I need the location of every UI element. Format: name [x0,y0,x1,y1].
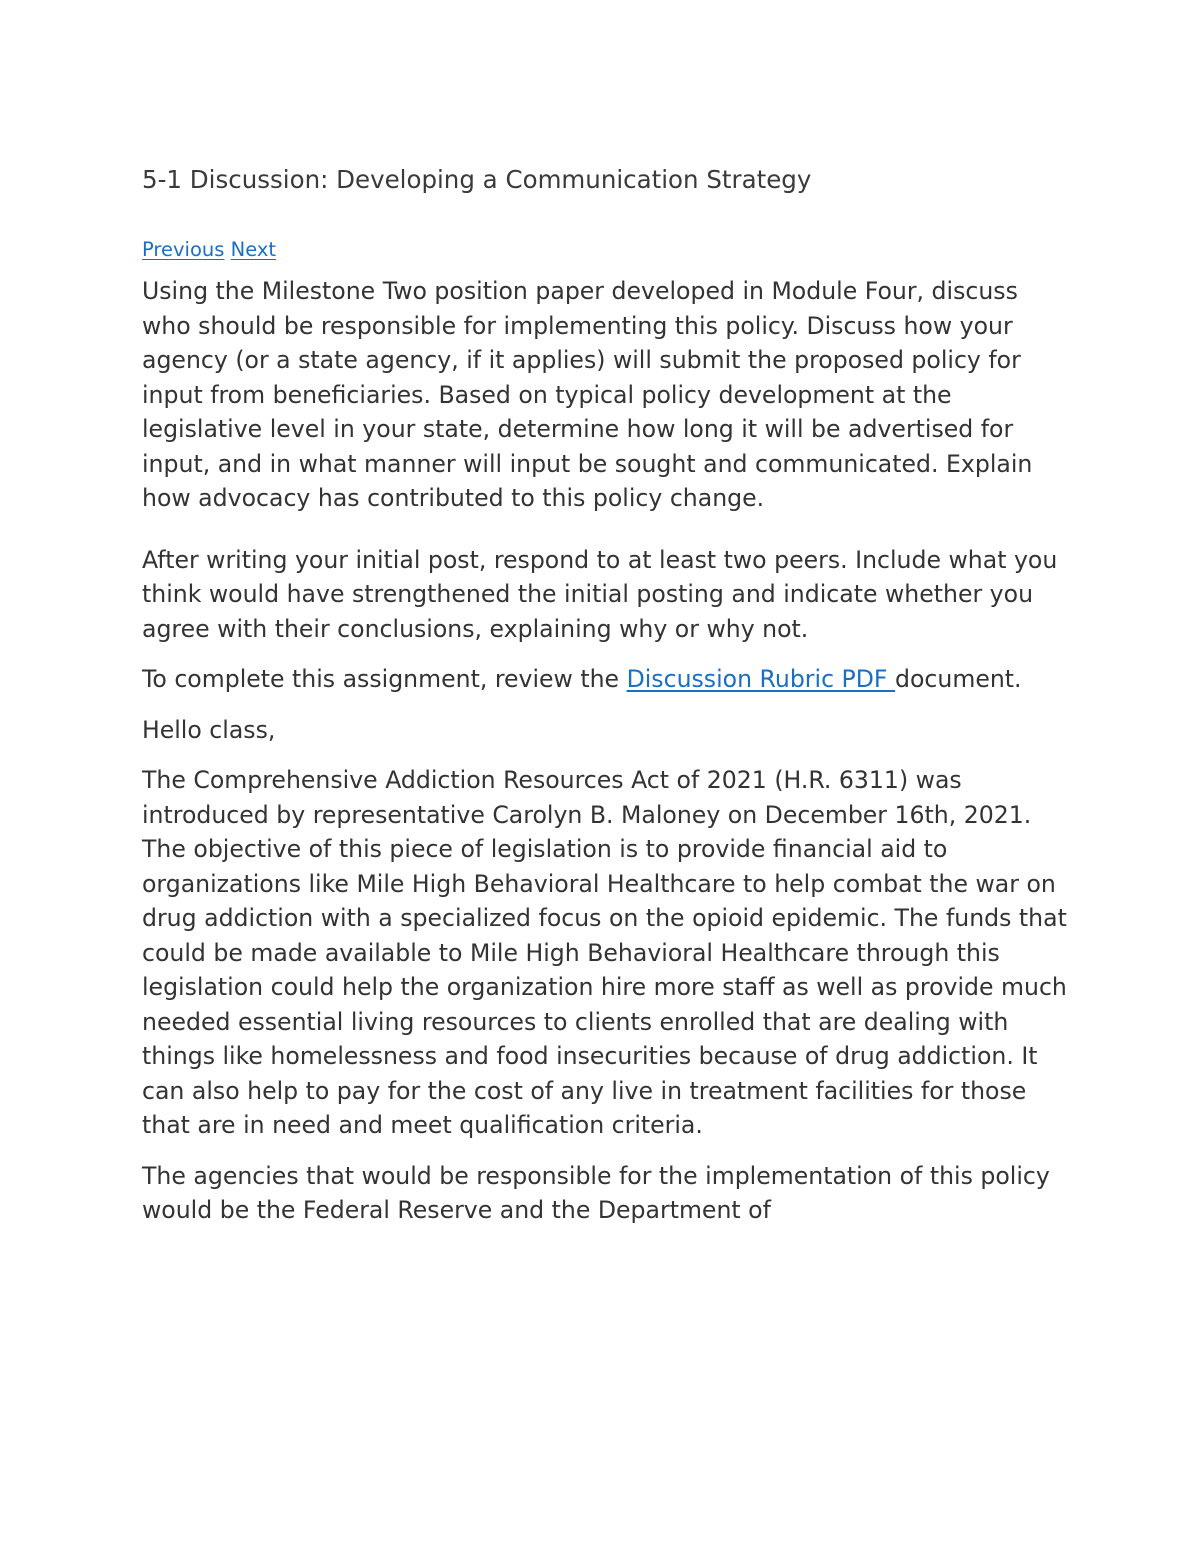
rubric-text-before: To complete this assignment, review the [142,665,627,693]
greeting: Hello class, [142,715,276,744]
rubric-instruction [142,662,1072,697]
next-link[interactable]: Next [230,238,277,261]
pagination-nav [142,236,1072,264]
response-paragraph-1: The Comprehensive Addiction Resources Act of 2021 (H.R. 6311) was introduced by representative Carolyn B. Maloney on December 16th, 2021. The objective of this piece of legislation is to provide financial aid to organizations like Mile High Behavioral Healthcare to help combat the war on drug addiction with a specialized focus on the opioid epidemic. The funds that could be made available to Mile High Behavioral Healthcare through this legislation could help the organization hire more staff as well as provide much needed essential living resources to clients enrolled that are dealing with things like homelessness and food insecurities because of drug addiction. It can also help to pay for the cost of any live in treatment facilities for those that are in need and meet qualification criteria. [142,766,1067,1139]
previous-link[interactable]: Previous [142,238,225,261]
page-title: 5-1 Discussion: Developing a Communication Strategy [142,165,812,194]
prompt-paragraph-2: After writing your initial post, respond to at least two peers. Include what you think would have strengthened the initial posting and indicate whether you agree with their conclusions, explaining why or why not. [142,545,1058,643]
document-page [142,160,1072,1228]
response-paragraph-2: The agencies that would be responsible for the implementation of this policy would be the Federal Reserve and the Department of [142,1161,1050,1224]
rubric-text-after: document. [895,665,1022,693]
discussion-rubric-link[interactable]: Discussion Rubric PDF [626,665,896,693]
prompt-paragraph-1: Using the Milestone Two position paper developed in Module Four, discuss who should be responsible for implementing this policy. Discuss how your agency (or a state agency, if it applies) will submit the proposed policy for input from beneficiaries. Based on typical policy development at the legislative level in your state, determine how long it will be advertised for input, and in what manner will input be sought and communicated. Explain how advocacy has contributed to this policy change. [142,277,1033,512]
